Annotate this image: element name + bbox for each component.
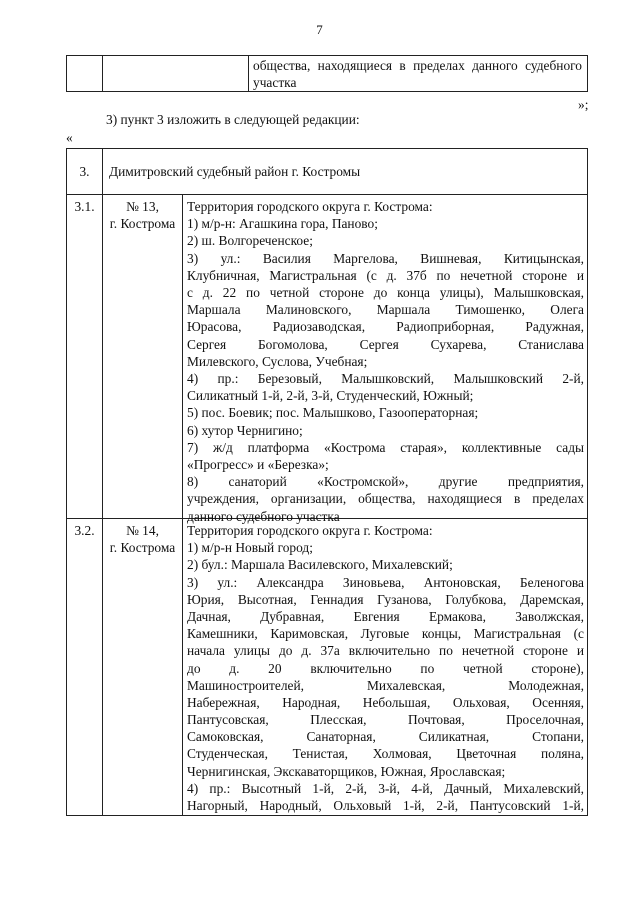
row-3-2-territory-line-7: Камешники, Каримовская, Луговые концы, Магистральная (с: [187, 626, 584, 642]
closing-quote: »;: [578, 97, 589, 112]
fragment-cell-court: [102, 56, 249, 91]
row-3-1-territory-line-17: 8) санаторий «Костромской», другие предприятия,: [187, 474, 584, 490]
row-3-2-court-city: г. Кострома: [109, 540, 176, 556]
row-3-2-territory: [187, 522, 584, 814]
row-3-2-territory-line-12: Пантусовская, Плесская, Почтовая, Проселочная,: [187, 712, 584, 728]
row-3-1-territory-line-1: Территория городского округа г. Кострома:: [187, 199, 433, 214]
row-3-1-territory-line-6: с д. 22 по четной стороне до конца улицы), Малышковская,: [187, 284, 584, 300]
row-3-2-territory-line-15: Чернигинская, Экскаваторщиков, Южная, Ярославская;: [187, 763, 506, 779]
header-row-number: 3.: [79, 164, 90, 179]
row-3-1-territory-line-12: Силикатный 1-й, 2-й, 3-й, Студенческий, Южный;: [187, 388, 474, 404]
row-3-1-court-number: № 13,: [126, 199, 159, 214]
row-3-1-court: [103, 198, 182, 232]
row-3-1-territory-line-3: 2) ш. Волгореченское;: [187, 233, 313, 249]
row-3-1-number: 3.1.: [74, 199, 95, 214]
row-3-2-territory-line-8: начала улицы до д. 37а включительно по нечетной стороне и: [187, 643, 584, 659]
opening-quote: «: [66, 130, 73, 145]
amendment-instruction: 3) пункт 3 изложить в следующей редакции:: [106, 112, 360, 127]
row-3-2-territory-line-3: 2) бул.: Маршала Василевского, Михалевский;: [187, 557, 453, 573]
row-3-1-territory-line-4: 3) ул.: Василия Маргелова, Вишневая, Китицынская,: [187, 250, 584, 266]
row-3-1-court-city: г. Кострома: [109, 216, 176, 232]
row-3-1-territory-line-19: данного судебного участка: [187, 508, 340, 524]
row-3-1-territory-line-15: 7) ж/д платформа «Кострома старая», коллективные сады: [187, 439, 584, 455]
court-districts-table: [66, 148, 588, 816]
row-3-1-territory-line-5: Клубничная, Магистральная (с д. 37б по нечетной стороне и: [187, 267, 584, 283]
row-3-1-territory-line-13: 5) пос. Боевик; пос. Малышково, Газооператорная;: [187, 405, 479, 421]
row-3-1-territory-line-2: 1) м/р-н: Агашкина гора, Паново;: [187, 216, 378, 232]
row-3-2-territory-line-6: Дачная, Дубравная, Евгения Ермакова, Заволжская,: [187, 608, 584, 624]
row-3-2-court-number: № 14,: [126, 523, 159, 538]
row-3-2-territory-line-11: Набережная, Народная, Небольшая, Ольховая, Осенняя,: [187, 694, 584, 710]
row-3-2-territory-line-9: до д. 20 включительно по четной стороне),: [187, 660, 584, 676]
row-3-2-territory-line-2: 1) м/р-н Новый город;: [187, 540, 313, 556]
fragment-text-line-1: общества, находящиеся в пределах данного судебного: [253, 58, 582, 73]
row-3-1-territory-line-18: учреждения, организации, общества, находящиеся в пределах: [187, 491, 584, 507]
fragment-cell-text: [253, 58, 582, 91]
row-3-1-territory-line-9: Сергея Богомолова, Сергея Сухарева, Станислава: [187, 336, 584, 352]
row-3-1-territory-line-11: 4) пр.: Березовый, Малышковский, Малышковский 2-й,: [187, 370, 584, 386]
row-3-2-territory-line-13: Самоковская, Санаторная, Силикатная, Стопани,: [187, 729, 584, 745]
row-3-2-territory-line-10: Машиностроителей, Михалевская, Молодежная,: [187, 677, 584, 693]
row-3-2-territory-line-5: Юрия, Высотная, Геннадия Гузанова, Голубкова, Даремская,: [187, 591, 584, 607]
row-3-1-territory-line-8: Юрасова, Радиозаводская, Радиоприборная, Радужная,: [187, 319, 584, 335]
previous-table-fragment: [66, 55, 588, 92]
header-row-title: Димитровский судебный район г. Костромы: [109, 164, 361, 179]
row-3-2-territory-line-4: 3) ул.: Александра Зиновьева, Антоновская, Беленогова: [187, 574, 584, 590]
row-3-2-number: 3.2.: [74, 523, 95, 538]
row-3-2-territory-line-16: 4) пр.: Высотный 1-й, 2-й, 3-й, 4-й, Дачный, Михалевский,: [187, 780, 584, 796]
row-3-1-territory: [187, 198, 584, 525]
row-3-1-territory-line-7: Маршала Малиновского, Маршала Тимошенко, Олега: [187, 302, 584, 318]
row-3-2-territory-line-1: Территория городского округа г. Кострома:: [187, 523, 433, 538]
row-3-1-territory-line-14: 6) хутор Чернигино;: [187, 422, 303, 438]
page-number: 7: [316, 22, 323, 37]
row-3-1-territory-line-10: Милевского, Суслова, Учебная;: [187, 353, 368, 369]
row-divider-header: [67, 194, 587, 195]
column-divider-2: [182, 194, 183, 815]
row-3-2-court: [103, 522, 182, 556]
column-divider-1: [102, 149, 103, 815]
row-3-1-territory-line-16: «Прогресс» и «Березка»;: [187, 456, 329, 472]
row-3-2-territory-line-17: Нагорный, Народный, Ольховый 1-й, 2-й, Пантусовский 1-й,: [187, 798, 584, 814]
fragment-text-line-2: участка: [253, 75, 297, 91]
fragment-cell-number: [67, 56, 103, 91]
row-3-2-territory-line-14: Студенческая, Тенистая, Холмовая, Цветочная поляна,: [187, 746, 584, 762]
